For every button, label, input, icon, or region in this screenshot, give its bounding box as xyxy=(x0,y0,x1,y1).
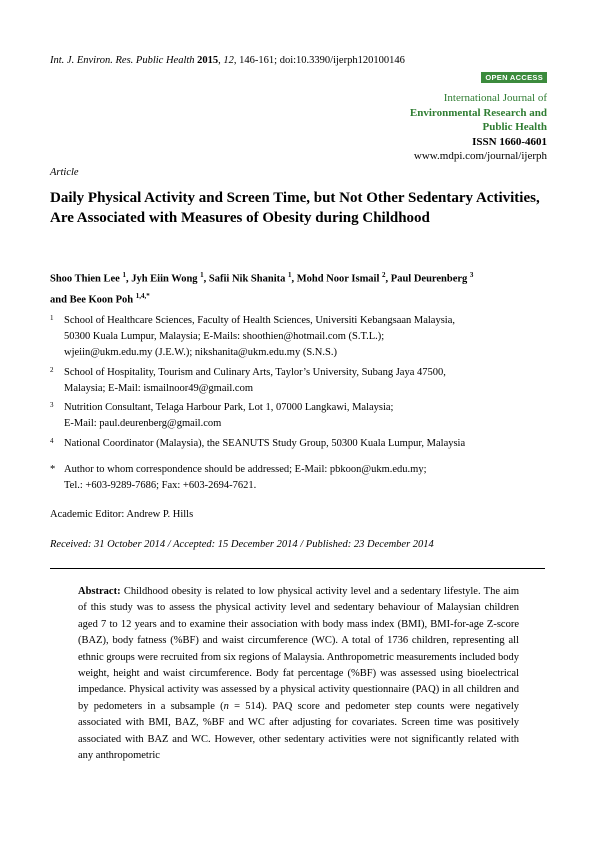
author-5-aff: 3 xyxy=(469,271,474,279)
affiliation-1 xyxy=(50,313,545,361)
author-5: Paul Deurenberg xyxy=(390,273,468,285)
author-6: Bee Koon Poh xyxy=(69,294,134,305)
affiliation-number: 2 xyxy=(50,365,54,374)
affiliation-line: 50300 Kuala Lumpur, Malaysia; E-Mails: shoothien@hotmail.com (S.T.L.); xyxy=(64,331,385,342)
author-1-aff: 1 xyxy=(122,271,126,279)
affiliation-number: 1 xyxy=(50,314,54,322)
affiliation-number: 3 xyxy=(50,401,54,409)
open-access-badge: OPEN ACCESS xyxy=(481,72,547,83)
academic-editor: Academic Editor: Andrew P. Hills xyxy=(50,509,194,520)
author-6-aff: 1,4,* xyxy=(135,291,150,300)
author-2-aff: 1 xyxy=(200,271,204,279)
journal-line-2: Environmental Research and xyxy=(409,106,547,119)
journal-line-3: Public Health xyxy=(482,121,547,133)
affiliation-line: Nutrition Consultant, Telaga Harbour Park, Lot 1, 07000 Langkawi, Malaysia; xyxy=(64,402,394,413)
affiliation-line: wjeiin@ukm.edu.my (J.E.W.); nikshanita@ukm.edu.my (S.N.S.) xyxy=(64,347,337,358)
author-3-aff: 1 xyxy=(288,271,292,279)
citation-rest: , 146-161; doi:10.3390/ijerph120100146 xyxy=(233,55,405,66)
article-type: Article xyxy=(50,167,79,178)
correspondence-line-1: Author to whom correspondence should be addressed; E-Mail: pbkoon@ukm.edu.my; xyxy=(64,464,427,475)
author-4-aff: 2 xyxy=(382,271,386,279)
abstract-text-2: = 514). PAQ score and pedometer step counts were negatively associated with BMI, BAZ, %BF and WC after adjusting for covariates. Screen time was positively associated with BAZ and WC. However, other sedentary activities were not significantly related with any anthropometric xyxy=(78,700,519,762)
affiliations xyxy=(50,313,545,455)
abstract-n-symbol: n xyxy=(223,700,229,712)
author-4: Mohd Noor Ismail xyxy=(296,273,380,285)
journal-issn: ISSN 1660-4601 xyxy=(472,135,547,148)
journal-url[interactable]: www.mdpi.com/journal/ijerph xyxy=(413,150,547,162)
affiliation-2 xyxy=(50,365,545,397)
paper-title: Daily Physical Activity and Screen Time, but Not Other Sedentary Activities, Are Associated with Measures of Obesity during Childhood xyxy=(50,190,540,226)
citation-year: 2015 xyxy=(197,55,219,66)
affiliation-4 xyxy=(50,436,545,452)
affiliation-line: National Coordinator (Malaysia), the SEANUTS Study Group, 50300 Kuala Lumpur, Malaysia xyxy=(64,437,466,449)
affiliation-line: School of Hospitality, Tourism and Culinary Arts, Taylor’s University, Subang Jaya 47500, xyxy=(64,366,446,378)
author-1: Shoo Thien Lee xyxy=(50,273,120,285)
abstract xyxy=(78,584,519,764)
divider xyxy=(50,568,545,569)
author-list: Shoo Thien Lee $^1$, Jyh Eiin Wong $^1$, Safii Nik Shanita $^1$, Mohd Noor Ismail $^2$, Paul Deurenberg $^3$ and Bee Koon Poh $^{1,4,*}$ xyxy=(50,271,474,305)
affiliation-3 xyxy=(50,400,545,432)
journal-block xyxy=(410,91,547,164)
affiliation-line: E-Mail: paul.deurenberg@gmail.com xyxy=(64,418,222,429)
author-3: Safii Nik Shanita xyxy=(208,273,286,285)
journal-line-1: International Journal of xyxy=(443,92,547,104)
publication-dates: Received: 31 October 2014 / Accepted: 15 December 2014 / Published: 23 December 2014 xyxy=(50,539,434,550)
author-2: Jyh Eiin Wong xyxy=(131,273,198,285)
correspondence-line-2: Tel.: +603-9289-7686; Fax: +603-2694-7621. xyxy=(64,480,257,491)
affiliation-line: School of Healthcare Sciences, Faculty of Health Sciences, Universiti Kebangsaan Malaysia, xyxy=(64,315,455,326)
abstract-text-1: Childhood obesity is related to low physical activity level and a sedentary lifestyle. The aim of this study was to assess the physical activity level and sedentary behaviour of Malaysian children aged 7 to 12 years and to examine their association with body mass index (BMI), BMI-for-age Z-score (BAZ), body fatness (%BF) and waist circumference (WC). A total of 1736 children, representing all ethnic groups were recruited from six regions of Malaysia. Anthropometric measurements included body weight, height and waist circumference. Body fat percentage (%BF) was assessed using bioelectrical impedance. Physical activity was assessed by a physical activity questionnaire (PAQ) in all children and by pedometers in a subsample ( xyxy=(78,586,520,712)
journal-abbrev: Int. J. Environ. Res. Public Health xyxy=(50,55,195,66)
affiliation-line: Malaysia; E-Mail: ismailnoor49@gmail.com xyxy=(64,382,254,394)
citation-line: Int. J. Environ. Res. Public Health 2015, 12, 146-161; doi:10.3390/ijerph120100146 xyxy=(50,55,405,66)
abstract-label: Abstract: xyxy=(78,586,121,597)
correspondence-star: * xyxy=(50,464,56,475)
citation-volume: 12 xyxy=(223,55,234,66)
correspondence xyxy=(50,462,545,494)
affiliation-number: 4 xyxy=(50,436,54,445)
